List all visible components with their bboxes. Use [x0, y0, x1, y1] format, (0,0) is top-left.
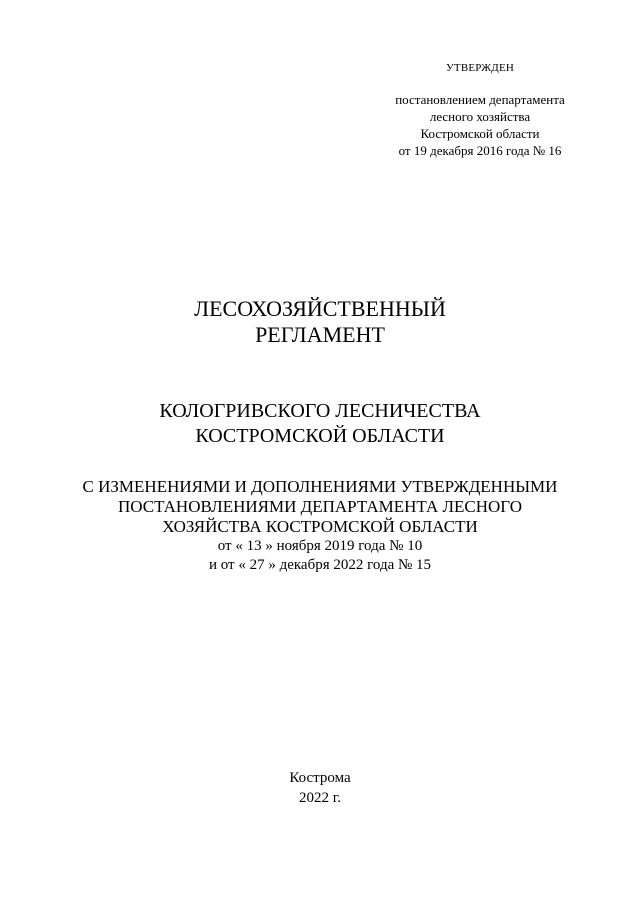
amendment-date: от « 13 » ноября 2019 года № 10 [217, 538, 423, 554]
title-line: ЛЕСОХОЗЯЙСТВЕННЫЙ [194, 296, 446, 321]
amendments-line: ПОСТАНОВЛЕНИЯМИ ДЕПАРТАМЕНТА ЛЕСНОГО [118, 497, 522, 516]
document-title [0, 296, 640, 348]
document-footer [0, 768, 640, 808]
approval-line: лесного хозяйства [429, 109, 531, 124]
approval-line: Костромской области [420, 126, 540, 141]
amendments-line: С ИЗМЕНЕНИЯМИ И ДОПОЛНЕНИЯМИ УТВЕРЖДЕННЫМИ [82, 477, 558, 496]
footer-year: 2022 г. [299, 790, 341, 806]
approval-stamp [370, 60, 590, 159]
subtitle-line: КОСТРОМСКОЙ ОБЛАСТИ [195, 425, 445, 447]
approval-line: от 19 декабря 2016 года № 16 [398, 143, 562, 158]
amendments-note [0, 477, 640, 575]
amendment-date: и от « 27 » декабря 2022 года № 15 [208, 557, 432, 573]
approval-line: постановлением департамента [395, 92, 565, 107]
approval-heading: УТВЕРЖДЕН [445, 62, 515, 74]
document-subtitle [0, 399, 640, 449]
title-line: РЕГЛАМЕНТ [255, 322, 385, 347]
footer-city: Кострома [289, 770, 351, 786]
amendments-line: ХОЗЯЙСТВА КОСТРОМСКОЙ ОБЛАСТИ [162, 517, 478, 536]
subtitle-line: КОЛОГРИВСКОГО ЛЕСНИЧЕСТВА [159, 400, 481, 422]
